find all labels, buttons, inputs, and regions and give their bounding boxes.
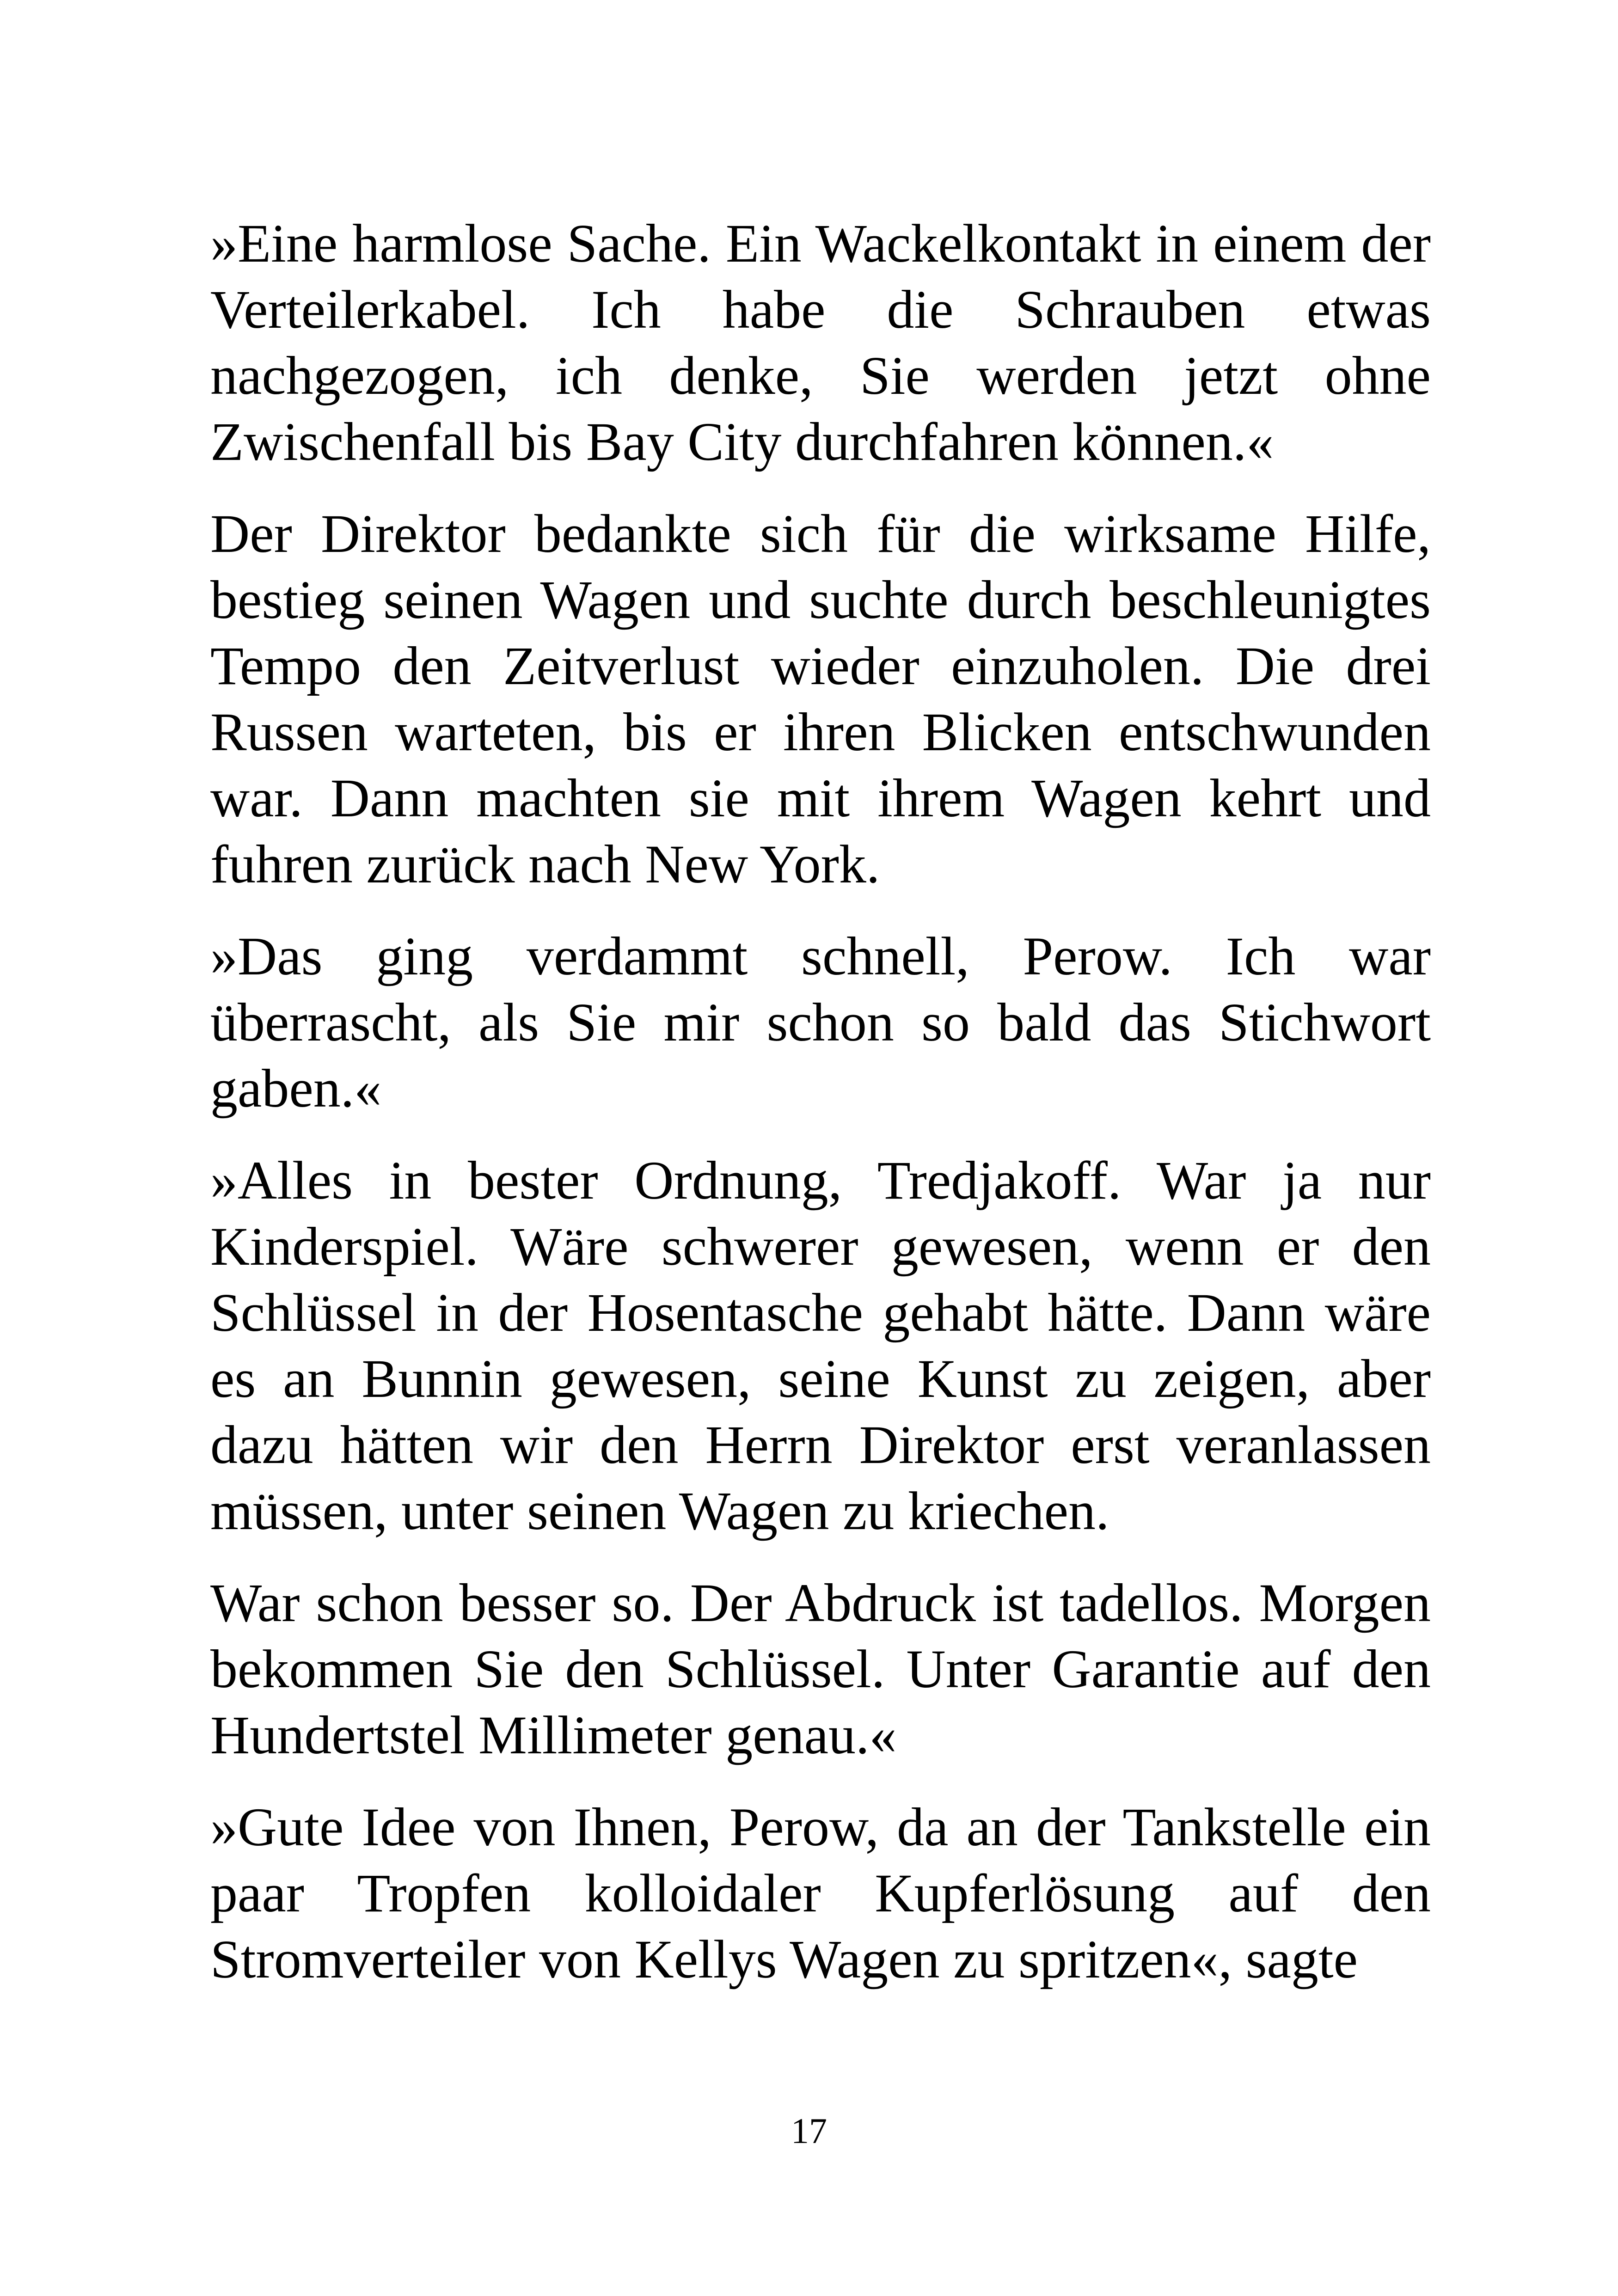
body-text bbox=[210, 210, 1431, 2018]
paragraph-6: »Gute Idee von Ihnen, Perow, da an der Tankstelle ein paar Tropfen kolloidaler Kupferlösung auf den Stromverteiler von Kellys Wagen zu spritzen«, sagte bbox=[210, 1797, 1431, 1990]
paragraph-3: »Das ging verdammt schnell, Perow. Ich war überrascht, als Sie mir schon so bald das Stichwort gaben.« bbox=[210, 926, 1431, 1119]
page-number: 17 bbox=[791, 2111, 827, 2151]
paragraph-1: »Eine harmlose Sache. Ein Wackelkontakt in einem der Verteilerkabel. Ich habe die Schrauben etwas nachgezogen, ich denke, Sie werden jetzt ohne Zwischenfall bis Bay City durchfahren können.« bbox=[210, 213, 1431, 472]
paragraph-2: Der Direktor bedankte sich für die wirksame Hilfe, bestieg seinen Wagen und suchte durch beschleunigtes Tempo den Zeitverlust wieder einzuholen. Die drei Russen warteten, bis er ihren Blicken entschwunden war. Dann machten sie mit ihrem Wagen kehrt und fuhren zurück nach New York. bbox=[210, 503, 1431, 894]
paragraph-5: War schon besser so. Der Abdruck ist tadellos. Morgen bekommen Sie den Schlüssel. Unter Garantie auf den Hundertstel Millimeter genau.« bbox=[210, 1573, 1431, 1765]
paragraph-4: »Alles in bester Ordnung, Tredjakoff. War ja nur Kinderspiel. Wäre schwerer gewesen, wenn er den Schlüssel in der Hosentasche gehabt hätte. Dann wäre es an Bunnin gewesen, seine Kunst zu zeigen, aber dazu hätten wir den Herrn Direktor erst veranlassen müssen, unter seinen Wagen zu kriechen. bbox=[210, 1150, 1431, 1541]
